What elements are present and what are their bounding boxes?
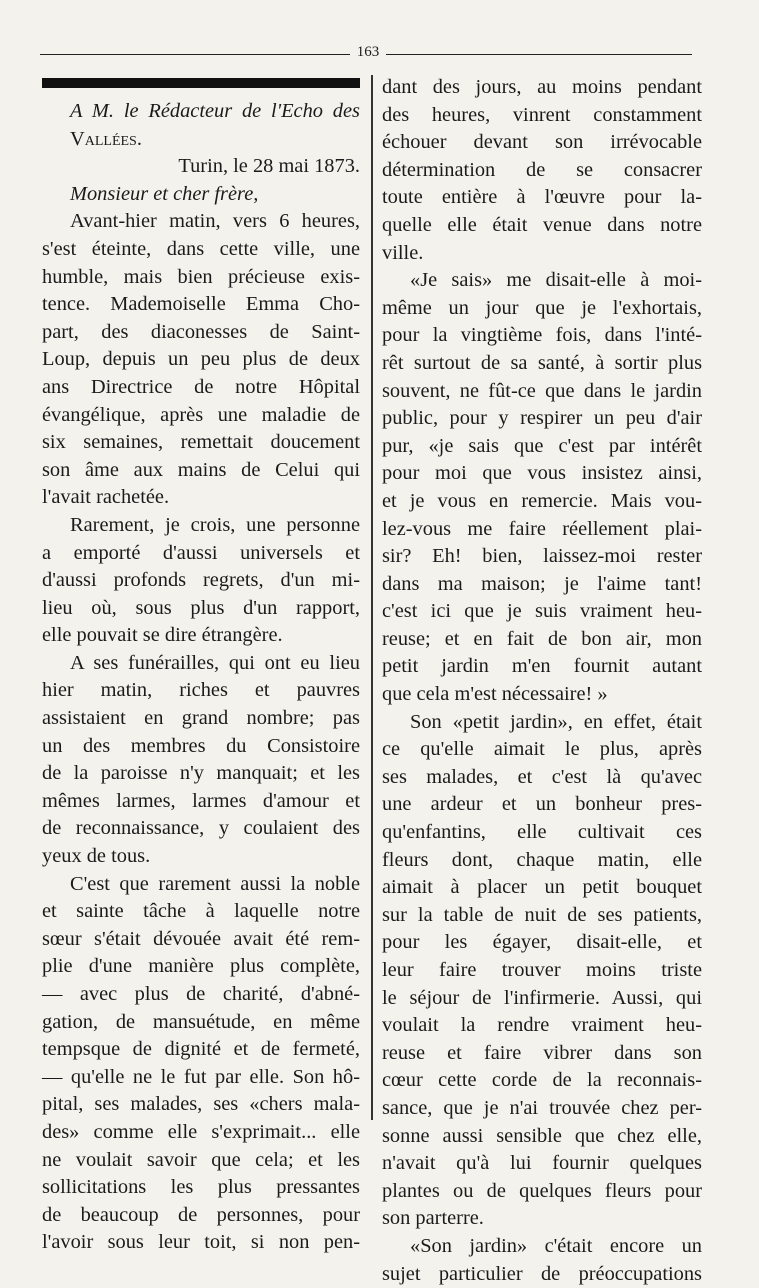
right-column — [382, 74, 702, 1288]
text-line: ne voulait savoir que cela; et les — [42, 1148, 360, 1171]
text-line: gation, de mansuétude, en même — [42, 1010, 360, 1033]
text-line: reuse; et en fait de bon air, mon — [382, 627, 702, 650]
text-line: sonne aussi sensible que chez elle, — [382, 1124, 702, 1147]
text-line: sœur s'était dévouée avait été rem- — [42, 927, 360, 950]
text-line: quelle elle était venue dans notre — [382, 213, 702, 236]
header-rule-left — [40, 54, 350, 55]
text-line: Son «petit jardin», en effet, était — [410, 710, 702, 733]
column-divider — [371, 75, 373, 1120]
text-line: que cela m'est nécessaire! » — [382, 683, 608, 706]
text-line: lieu où, sous plus d'un rapport, — [42, 596, 360, 619]
text-line: pital, ses malades, ses «chers mala- — [42, 1093, 360, 1116]
header-rule-right — [386, 54, 692, 55]
page-number: 163 — [356, 44, 380, 60]
text-line: de beaucoup de personnes, pour — [42, 1203, 360, 1226]
text-line: part, des diaconesses de Saint- — [42, 320, 360, 343]
text-line: qu'enfantins, elle cultivait ces — [382, 821, 702, 844]
text-line: pour les égayer, disait-elle, et — [382, 931, 702, 954]
text-line: leur faire trouver moins triste — [382, 959, 702, 981]
text-line: une ardeur et un bonheur pres- — [382, 793, 702, 816]
text-line: lez-vous me faire réellement plai- — [382, 517, 702, 540]
text-line: A M. le Rédacteur de l'Echo des — [70, 100, 360, 122]
text-line: l'avoir sous leur toit, si non pen- — [42, 1231, 360, 1254]
text-line: — qu'elle ne le fut par elle. Son hô- — [42, 1065, 360, 1088]
text-line: évangélique, après une maladie de — [42, 403, 360, 426]
text-line: sur la table de nuit de ses patients, — [382, 903, 702, 926]
text-line: dant des jours, au moins pendant — [382, 76, 702, 98]
left-column — [42, 74, 360, 1257]
text-line: Vallées. — [70, 127, 142, 150]
text-line: de reconnaissance, y coulaient des — [42, 817, 360, 840]
text-line: yeux de tous. — [42, 845, 151, 868]
text-line: cœur cette corde de la reconnais- — [382, 1069, 702, 1092]
text-line: mêmes larmes, larmes d'amour et — [42, 789, 360, 812]
text-line: le séjour de l'infirmerie. Aussi, qui — [382, 986, 702, 1009]
text-line: tence. Mademoiselle Emma Cho- — [42, 293, 360, 316]
text-line: et sainte tâche à laquelle notre — [42, 900, 360, 923]
text-line: humble, mais bien précieuse exis- — [42, 265, 360, 288]
text-line: a emporté d'aussi universels et — [42, 541, 360, 564]
text-line: petit jardin m'en fournit autant — [382, 655, 702, 678]
text-line: — avec plus de charité, d'abné- — [42, 983, 360, 1005]
text-line: sollicitations les plus pressantes — [42, 1176, 360, 1199]
text-line: pour la vingtième fois, dans l'inté- — [382, 324, 702, 347]
text-line: et je vous en remercie. Mais vou- — [382, 489, 702, 512]
text-line: l'avait rachetée. — [42, 486, 170, 509]
text-line: «Je sais» me disait-elle à moi- — [410, 269, 702, 292]
text-line: Rarement, je crois, une personne — [70, 513, 360, 536]
text-line: des heures, vinrent constamment — [382, 103, 702, 126]
text-line: A ses funérailles, qui ont eu lieu — [70, 651, 360, 674]
text-line: assistaient en grand nombre; pas — [42, 707, 360, 730]
text-line: souvent, ne fût-ce que dans le jardin — [382, 379, 702, 402]
text-line: s'est éteinte, dans cette ville, une — [42, 237, 360, 260]
text-line: ans Directrice de notre Hôpital — [42, 375, 360, 398]
text-line: public, pour y respirer un peu d'air — [382, 407, 702, 430]
text-line: toute entière à l'œuvre pour la- — [382, 186, 702, 209]
text-line: d'aussi profonds regrets, d'un mi- — [42, 569, 360, 592]
text-line: Monsieur et cher frère, — [70, 182, 259, 205]
text-line: Turin, le 28 mai 1873. — [178, 155, 360, 178]
text-line: son parterre. — [382, 1207, 484, 1230]
text-line: rêt surtout de sa santé, à sortir plus — [382, 351, 702, 374]
text-line: détermination de se consacrer — [382, 158, 702, 181]
text-line: plie d'une manière plus complète, — [42, 955, 360, 978]
text-line: un des membres du Consistoire — [42, 734, 360, 757]
section-separator-bar — [42, 78, 360, 88]
text-line: ce qu'elle aimait le plus, après — [382, 738, 702, 761]
text-line: plantes ou de quelques fleurs pour — [382, 1179, 702, 1202]
text-line: «Son jardin» c'était encore un — [410, 1234, 702, 1257]
text-line: sance, que je n'ai trouvée chez per- — [382, 1096, 702, 1119]
text-line: aimait à placer un petit bouquet — [382, 876, 702, 899]
text-line: pur, «je sais que c'est par intérêt — [382, 434, 702, 457]
text-line: tempsque de dignité et de fermeté, — [42, 1038, 360, 1061]
text-line: n'avait qu'à lui fournir quelques — [382, 1152, 702, 1175]
text-line: six semaines, remettait doucement — [42, 431, 360, 454]
text-line: son âme aux mains de Celui qui — [42, 458, 360, 481]
text-line: ville. — [382, 241, 424, 264]
text-line: reuse et faire vibrer dans son — [382, 1041, 702, 1064]
text-line: ses malades, et c'est là qu'avec — [382, 765, 702, 788]
text-line: Avant-hier matin, vers 6 heures, — [70, 210, 360, 233]
text-line: C'est que rarement aussi la noble — [70, 872, 360, 895]
text-line: pour moi que vous insistez ainsi, — [382, 462, 702, 485]
text-line: Loup, depuis un peu plus de deux — [42, 348, 360, 371]
text-line: dans ma maison; je l'aime tant! — [382, 572, 702, 595]
text-line: de la paroisse n'y manquait; et les — [42, 762, 360, 785]
text-line: c'est ici que je suis vraiment heu- — [382, 600, 702, 623]
text-line: hier matin, riches et pauvres — [42, 679, 360, 702]
text-line: même un jour que je l'exhortais, — [382, 296, 702, 319]
text-line: échouer devant son irrévocable — [382, 131, 702, 154]
text-line: voulait la rendre vraiment heu- — [382, 1014, 702, 1037]
text-line: fleurs dont, chaque matin, elle — [382, 848, 702, 871]
text-line: sujet particulier de préoccupations — [382, 1262, 702, 1285]
text-line: sir? Eh! bien, laissez-moi rester — [382, 545, 702, 568]
text-line: des» comme elle s'exprimait... elle — [42, 1120, 360, 1143]
text-line: elle pouvait se dire étrangère. — [42, 624, 283, 647]
